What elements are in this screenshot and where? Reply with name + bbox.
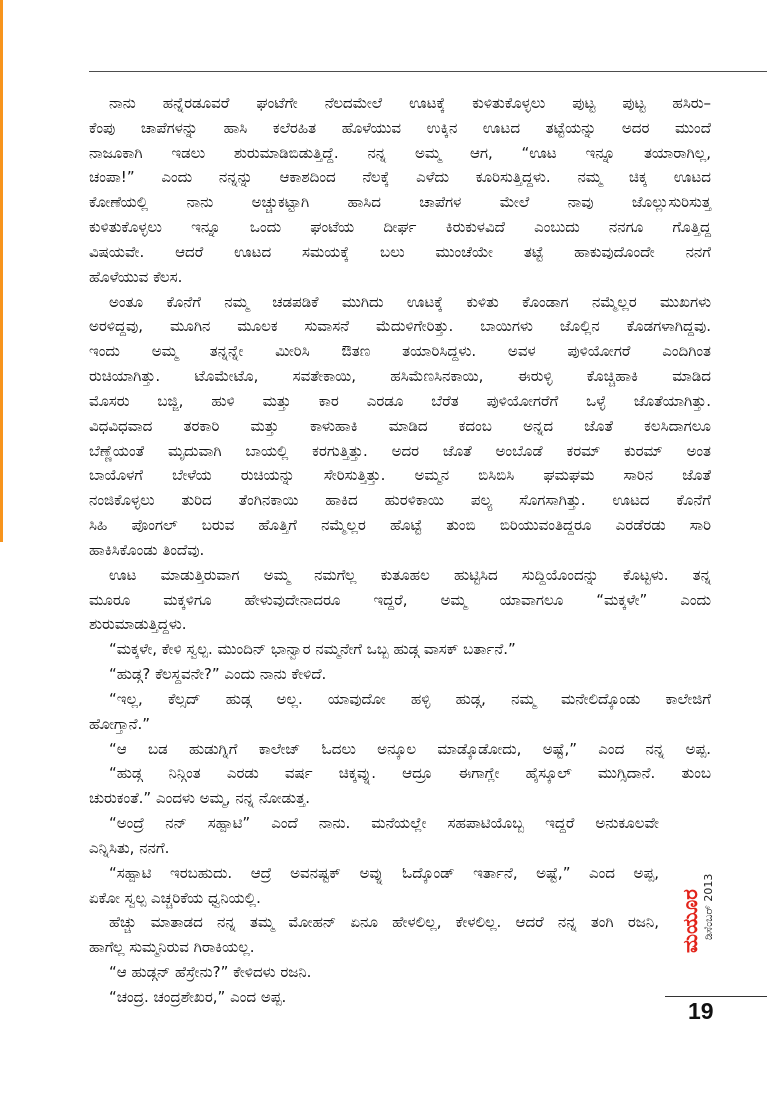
text-line: ಚುರುಕಂತೆ.” ಎಂದಳು ಅಮ್ಮ, ನನ್ನ ನೋಡುತ್ತ. [89,789,310,808]
paragraph [89,960,711,985]
text-line: ಹಾಕಿಸಿಕೊಂಡು ತಿಂದೆವು. [89,540,205,559]
text-line: ನಂಜಿಕೊಳ್ಳಲು ತುರಿದ ತೆಂಗಿನಕಾಯಿ ಹಾಕಿದ ಹುರಳಿಕಾಯಿ ಪಲ್ಯ ಸೊಗಸಾಗಿತ್ತು. ಊಟದ ಕೊನೆಗೆ [89,491,711,510]
paragraph [89,637,711,662]
page-edge-accent-bar [0,0,3,542]
paragraph [89,910,711,960]
paragraph [89,563,711,637]
text-line: ಹೋಗ್ತಾನೆ.” [89,714,151,733]
text-line: ಬಾಯೊಳಗೆ ಬೇಳೆಯ ರುಚಿಯನ್ನು ಸೇರಿಸುತ್ತಿತ್ತು. ಅಮ್ಮನ ಬಿಸಿಬಿಸಿ ಘಮಘಮ ಸಾರಿನ ಜೊತೆ [89,466,711,485]
article-body [89,91,711,1010]
text-line: ಚಂಪಾ!” ಎಂದು ನನ್ನನ್ನು ಆಕಾಶದಿಂದ ನೆಲಕ್ಕೆ ಎಳೆದು ಕೂರಿಸುತ್ತಿದ್ದಳು. ನಮ್ಮ ಚಿಕ್ಕ ಊಟದ [89,168,711,187]
paragraph [89,861,711,911]
text-line: ವಿಧವಿಧವಾದ ತರಕಾರಿ ಮತ್ತು ಕಾಳುಹಾಕಿ ಮಾಡಿದ ಕದಂಬ ಅನ್ನದ ಜೊತೆ ಕಲಸಿದಾಗಲೂ [89,416,711,435]
paragraph [89,91,711,290]
text-line: ನಾಜೂಕಾಗಿ ಇಡಲು ಶುರುಮಾಡಿಬಿಡುತ್ತಿದ್ದೆ. ನನ್ನ ಅಮ್ಮ ಆಗ, “ಊಟ ಇನ್ನೂ ತಯಾರಾಗಿಲ್ಲ, [89,143,711,162]
paragraph [89,290,711,563]
text-line: ಕುಳಿತುಕೊಳ್ಳಲು ಇನ್ನೂ ಒಂದು ಘಂಟೆಯ ದೀರ್ಘ ಕಿರುಕುಳವಿದೆ ಎಂಬುದು ನನಗೂ ಗೊತ್ತಿದ್ದ [89,218,711,237]
text-line: ಅರಳಿದ್ದವು, ಮೂಗಿನ ಮೂಲಕ ಸುವಾಸನೆ ಮೆದುಳಿಗೇರಿತ್ತು. ಬಾಯಿಗಳು ಜೊಲ್ಲಿನ ಕೊಡಗಳಾಗಿದ್ದವು. [89,317,711,336]
text-line: “ಆ ಹುಡ್ಗನ್ ಹೆಸ್ರೇನು?” ಕೇಳಿದಳು ರಜನಿ. [109,962,312,981]
paragraph [89,985,711,1010]
text-line: ರುಚಿಯಾಗಿತ್ತು. ಟೊಮೇಟೊ, ಸವತೇಕಾಯಿ, ಹಸಿಮೆಣಸಿನಕಾಯಿ, ಈರುಳ್ಳಿ ಕೊಚ್ಚಿಹಾಕಿ ಮಾಡಿದ [89,367,711,386]
text-line: ಕೋಣೆಯಲ್ಲಿ ನಾನು ಅಚ್ಚುಕಟ್ಟಾಗಿ ಹಾಸಿದ ಚಾಪೆಗಳ ಮೇಲೆ ನಾವು ಜೊಲ್ಲುಸುರಿಸುತ್ತ [89,193,711,212]
text-line: “ಹುಡ್ಗ? ಕೆಲಸ್ದವನೇ?” ಎಂದು ನಾನು ಕೇಳಿದೆ. [109,665,327,684]
page-number: 19 [688,998,714,1024]
text-line: ಮೊಸರು ಬಜ್ಜಿ, ಹುಳಿ ಮತ್ತು ಕಾರ ಎರಡೂ ಬೆರೆತ ಪುಳಿಯೋಗರೆಗೆ ಒಳ್ಳೆ ಜೊತೆಯಾಗಿತ್ತು. [89,391,711,410]
text-line: ಊಟ ಮಾಡುತ್ತಿರುವಾಗ ಅಮ್ಮ ನಮಗೆಲ್ಲ ಕುತೂಹಲ ಹುಟ್ಟಿಸಿದ ಸುದ್ದಿಯೊಂದನ್ನು ಕೊಟ್ಟಳು. ತನ್ನ [109,565,711,584]
magazine-logo: ಮಯೂರ [678,889,702,954]
text-line: ಏಕೋ ಸ್ವಲ್ಪ ಎಚ್ಚರಿಕೆಯ ಧ್ವನಿಯಲ್ಲಿ. [89,888,261,907]
text-line: “ಚಂದ್ರ. ಚಂದ್ರಶೇಖರ,” ಎಂದ ಅಪ್ಪ. [109,987,287,1006]
text-line: ಮೂರೂ ಮಕ್ಕಳಿಗೂ ಹೇಳುವುದೇನಾದರೂ ಇದ್ದರೆ, ಅಮ್ಮ ಯಾವಾಗಲೂ “ಮಕ್ಕಳೇ” ಎಂದು [89,590,711,609]
issue-date: ಡಿಸೆಂಬರ್ 2013 [702,873,715,940]
text-line: ಇಂದು ಅಮ್ಮ ತನ್ನನ್ನೇ ಮೀರಿಸಿ ಔತಣ ತಯಾರಿಸಿದ್ದಳು. ಅವಳ ಪುಳಿಯೋಗರೆ ಎಂದಿಗಿಂತ [89,342,711,361]
paragraph [89,811,711,861]
text-line: “ಹುಡ್ಗ ನಿನ್ಗಿಂತ ಎರಡು ವರ್ಷ ಚಿಕ್ಕವ್ನು. ಆದ್ರೂ ಈಗಾಗ್ಲೇ ಹೈಸ್ಕೂಲ್ ಮುಗ್ಸಿದಾನೆ. ತುಂಬ [109,764,711,783]
paragraph [89,687,711,737]
text-line: “ಇಲ್ಲ, ಕೆಲ್ಸದ್ ಹುಡ್ಗ ಅಲ್ಲ. ಯಾವುದೋ ಹಳ್ಳಿ ಹುಡ್ಗ, ನಮ್ಮ ಮನೇಲಿದ್ಕೊಂಡು ಕಾಲೇಜಿಗೆ [109,689,711,708]
paragraph [89,662,711,687]
text-line: “ಅಂದ್ರೆ ನನ್ ಸಹ್ಪಾಟಿ” ಎಂದೆ ನಾನು. ಮನೆಯಲ್ಲೇ ಸಹಪಾಟಿಯೊಬ್ಬ ಇದ್ದರೆ ಅನುಕೂಲವೇ [109,814,659,833]
text-line: ಬೆಣ್ಣೆಯಂತೆ ಮೃದುವಾಗಿ ಬಾಯಲ್ಲಿ ಕರಗುತ್ತಿತ್ತು. ಅದರ ಜೊತೆ ಅಂಬೊಡೆ ಕರಮ್ ಕುರಮ್ ಅಂತ [89,441,711,460]
text-line: “ಆ ಬಡ ಹುಡುಗ್ನಿಗೆ ಕಾಲೇಜ್ ಓದಲು ಅನ್ಕೂಲ ಮಾಡ್ಕೊಡೋದು, ಅಷ್ಟೆ,” ಎಂದ ನನ್ನ ಅಪ್ಪ. [109,739,711,758]
text-line: ಹಾಗೆಲ್ಲ ಸುಮ್ಮನಿರುವ ಗಿರಾಕಿಯಲ್ಲ. [89,938,255,957]
text-line: ವಿಷಯವೇ. ಆದರೆ ಊಟದ ಸಮಯಕ್ಕೆ ಬಲು ಮುಂಚೆಯೇ ತಟ್ಟೆ ಹಾಕುವುದೊಂದೇ ನನಗೆ [89,242,711,261]
footer-rule [665,996,767,997]
text-line: “ಸಹ್ಪಾಟಿ ಇರಬಹುದು. ಆದ್ರೆ ಅವನಷ್ಟಕ್ ಅವ್ನು ಓದ್ಕೊಂಡ್ ಇರ್ತಾನೆ, ಅಷ್ಟೆ,” ಎಂದ ಅಪ್ಪ, [109,863,659,882]
paragraph [89,761,711,811]
text-line: ಹೆಚ್ಚು ಮಾತಾಡದ ನನ್ನ ತಮ್ಮ ಮೋಹನ್ ಏನೂ ಹೇಳಲಿಲ್ಲ, ಕೇಳಲಿಲ್ಲ. ಆದರೆ ನನ್ನ ತಂಗಿ ರಜನಿ, [109,913,659,932]
text-line: ಸಿಹಿ ಪೊಂಗಲ್ ಬರುವ ಹೊತ್ತಿಗೆ ನಮ್ಮೆಲ್ಲರ ಹೊಟ್ಟೆ ತುಂಬಿ ಬಿರಿಯುವಂತಿದ್ದರೂ ಎರಡೆರಡು ಸಾರಿ [89,516,711,535]
text-line: ಅಂತೂ ಕೊನೆಗೆ ನಮ್ಮ ಚಡಪಡಿಕೆ ಮುಗಿದು ಊಟಕ್ಕೆ ಕುಳಿತು ಕೊಂಡಾಗ ನಮ್ಮೆಲ್ಲರ ಮುಖಗಳು [109,292,711,311]
text-line: ಕೆಂಪು ಚಾಪೆಗಳನ್ನು ಹಾಸಿ ಕಲೆರಹಿತ ಹೊಳೆಯುವ ಉಕ್ಕಿನ ಊಟದ ತಟ್ಟೆಯನ್ನು ಅದರ ಮುಂದೆ [89,118,711,137]
text-line: ಹೊಳೆಯುವ ಕೆಲಸ. [89,267,183,286]
header-rule [89,71,767,72]
text-line: ಶುರುಮಾಡುತ್ತಿದ್ದಳು. [89,615,187,634]
text-line: ಎನ್ನಿಸಿತು, ನನಗೆ. [89,838,170,857]
text-line: “ಮಕ್ಕಳೇ, ಕೇಳಿ ಸ್ವಲ್ಪ. ಮುಂದಿನ್ ಭಾನ್ವಾರ ನಮ್ಮನೇಗೆ ಒಬ್ಬ ಹುಡ್ಗ ವಾಸಕ್ ಬರ್ತಾನೆ.” [109,640,516,659]
text-line: ನಾನು ಹನ್ನೆರಡೂವರೆ ಘಂಟೆಗೇ ನೆಲದಮೇಲೆ ಊಟಕ್ಕೆ ಕುಳಿತುಕೊಳ್ಳಲು ಪುಟ್ಟ ಪುಟ್ಟ ಹಸಿರು– [109,94,711,112]
paragraph [89,737,711,762]
